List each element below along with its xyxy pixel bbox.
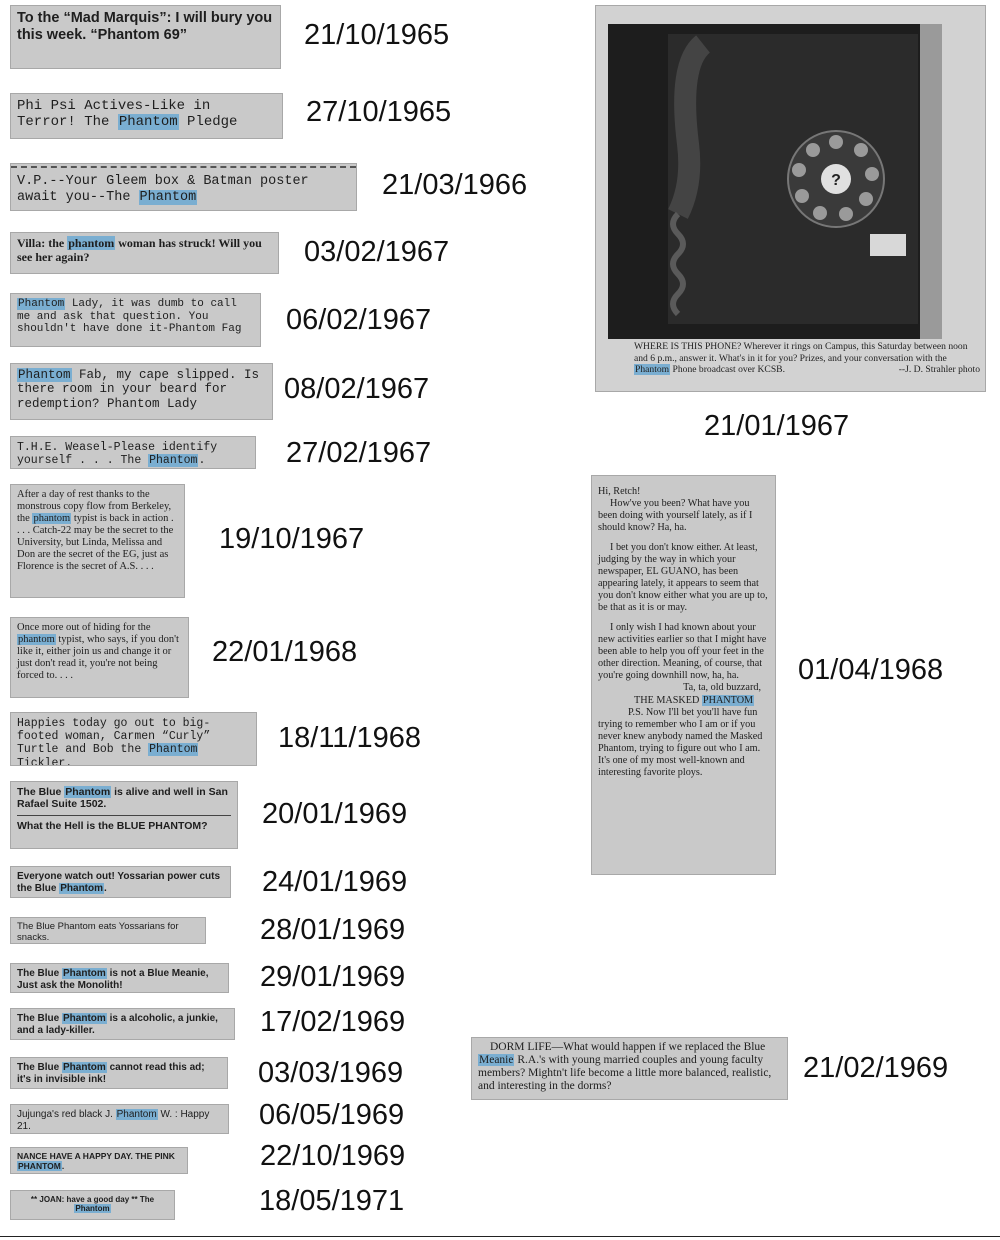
clipping-text: Tickler. — [17, 756, 73, 766]
clipping-text: V.P.--Your Gleem box & Batman poster await you--The — [17, 174, 309, 205]
clipping-text: . — [61, 1160, 65, 1171]
phantom-highlight: phantom — [18, 633, 55, 645]
clipping-3 — [10, 163, 357, 211]
letter-paragraph: How've you been? What have you been doing with yourself lately, as if I should know? Ha, ha. — [598, 498, 753, 534]
phantom-highlight: Phantom — [635, 364, 670, 375]
clipping-text: Everyone watch out! Yossarian power cuts the Blue — [17, 871, 221, 894]
phantom-highlight: PHANTOM — [18, 1160, 61, 1171]
clipping-text: The Blue — [17, 1013, 63, 1024]
clipping-15 — [10, 1008, 235, 1040]
clipping-13 — [10, 917, 206, 944]
clipping-10-date: 18/11/1968 — [278, 722, 421, 754]
clipping-7-date: 27/02/1967 — [286, 437, 432, 469]
clipping-6-date: 08/02/1967 — [284, 373, 430, 405]
clipping-5-date: 06/02/1967 — [286, 304, 432, 336]
clipping-8-date: 19/10/1967 — [219, 523, 365, 555]
clipping-text: is a alcoholic, a junkie, and a lady-killer. — [17, 1013, 218, 1036]
clipping-9 — [10, 617, 189, 698]
clipping-text: Once more out of hiding for the — [17, 622, 151, 633]
divider — [17, 815, 231, 816]
phantom-highlight: phantom — [33, 512, 71, 524]
clipping-12-date: 24/01/1969 — [262, 866, 408, 898]
meanie-highlight: Meanie — [479, 1054, 514, 1067]
clipping-17-date: 06/05/1969 — [259, 1099, 405, 1131]
clipping-5 — [10, 293, 261, 347]
letter-paragraph: I only wish I had known about your new activities earlier so that I might have been able to help you off your feet in the other direction. Meaning, of course, that you're going downhill now, ha, ha. — [598, 622, 767, 682]
clipping-14-date: 29/01/1969 — [260, 961, 406, 993]
dashed-rule — [11, 166, 356, 168]
clipping-text: cannot read this ad; it's in invisible ink! — [17, 1062, 205, 1085]
clipping-11 — [10, 781, 238, 849]
dorm-life-date: 21/02/1969 — [803, 1052, 949, 1084]
clipping-text: typist, who says, if you don't like it, either join us and change it or just don't read it, you're not being forced to. . . . — [17, 633, 179, 681]
clipping-text: DORM LIFE—What would happen if we replaced the Blue — [490, 1041, 766, 1053]
clipping-text: Villa: the — [17, 236, 68, 250]
clipping-19-date: 18/05/1971 — [259, 1185, 405, 1217]
dial-label: ? — [831, 172, 841, 189]
clipping-text: Lady, it was dumb to call me and ask that question. You shouldn't have done it-Phantom Fag — [17, 298, 242, 336]
clipping-19 — [10, 1190, 175, 1220]
clipping-text: After a day of rest thanks to the monstrous copy flow from Berkeley, the — [17, 489, 172, 524]
phantom-highlight: Phantom — [65, 786, 111, 798]
phantom-highlight: Phantom — [116, 1109, 157, 1120]
clipping-4-date: 03/02/1967 — [304, 236, 450, 268]
letter-greeting: Hi, Retch! — [598, 486, 641, 497]
clipping-text: The Blue Phantom eats Yossarians for snacks. — [17, 921, 179, 943]
clipping-15-date: 17/02/1969 — [260, 1006, 406, 1038]
clipping-18-date: 22/10/1969 — [260, 1140, 406, 1172]
letter-signature — [598, 695, 769, 707]
clipping-text: ** JOAN: have a good day ** The — [30, 1195, 155, 1204]
letter-date: 01/04/1968 — [798, 654, 944, 686]
clipping-4 — [10, 232, 279, 274]
clipping-7 — [10, 436, 256, 469]
telephone-icon — [608, 24, 942, 339]
letter-closing: Ta, ta, old buzzard, — [683, 682, 761, 694]
clipping-13-date: 28/01/1969 — [260, 914, 406, 946]
phantom-highlight: Phantom — [18, 368, 71, 382]
bottom-rule — [0, 1236, 1000, 1237]
phantom-highlight: Phantom — [139, 189, 197, 205]
caption-text: Phone broadcast over KCSB. — [670, 364, 785, 375]
dorm-life-clipping — [471, 1037, 788, 1100]
clipping-11-date: 20/01/1969 — [262, 798, 408, 830]
clipping-text: is alive and well in San Rafael Suite 1502. — [17, 786, 228, 811]
clipping-6 — [10, 363, 273, 420]
phone-photo — [608, 24, 942, 339]
clipping-1-date: 21/10/1965 — [304, 19, 450, 51]
clipping-text: Happies today go out to big-footed woman, Carmen “Curly” Turtle and Bob the — [17, 717, 211, 757]
clipping-text: The Blue — [17, 968, 63, 979]
clipping-text: W. : Happy 21. — [17, 1109, 210, 1132]
phantom-highlight: Phantom — [149, 743, 198, 757]
phantom-highlight: Phantom — [18, 298, 65, 310]
phantom-highlight: Phantom — [75, 1204, 110, 1214]
clipping-2 — [10, 93, 283, 139]
clipping-text: The Blue — [17, 786, 65, 798]
clipping-text: R.A.'s with young married couples and young faculty members? Mightn't life become a little more balanced, realistic, and interesting in the dorms? — [478, 1054, 772, 1093]
phone-photo-clipping — [595, 5, 986, 392]
clipping-8 — [10, 484, 185, 598]
clipping-text: To the “Mad Marquis”: I will bury you this week. “Phantom 69” — [17, 10, 273, 43]
caption-text: WHERE IS THIS PHONE? Wherever it rings on Campus, this Saturday between noon and 6 p.m., answer it. What's in it for you? Prizes, and your conversation with the — [634, 341, 968, 364]
clipping-16-date: 03/03/1969 — [258, 1057, 404, 1089]
phantom-highlight: Phantom — [60, 882, 104, 894]
phantom-highlight: Phantom — [63, 968, 106, 979]
clipping-18 — [10, 1147, 188, 1174]
phantom-highlight: Phantom — [63, 1062, 106, 1073]
clipping-17 — [10, 1104, 229, 1134]
clipping-16 — [10, 1057, 228, 1089]
phantom-highlight: phantom — [68, 236, 115, 250]
photo-credit: --J. D. Strahler photo — [898, 364, 980, 375]
clipping-text: Fab, my cape slipped. Is there room in your beard for redemption? Phantom Lady — [17, 368, 260, 411]
clipping-1 — [10, 5, 281, 69]
letter-clipping — [591, 475, 776, 875]
clipping-text: Jujunga's red black J. — [17, 1109, 116, 1120]
signature-text: THE MASKED — [634, 694, 702, 706]
clipping-text: T.H.E. Weasel-Please identify yourself . . . The — [17, 441, 218, 468]
clipping-12 — [10, 866, 231, 898]
clipping-14 — [10, 963, 229, 993]
clipping-9-date: 22/01/1968 — [212, 636, 358, 668]
photo-date: 21/01/1967 — [704, 410, 850, 442]
clipping-text: What the Hell is the BLUE PHANTOM? — [17, 820, 208, 833]
clipping-text: . — [198, 454, 206, 468]
clipping-text: . — [104, 882, 107, 894]
clipping-text: Phi Psi Actives-Like in Terror! The — [17, 98, 211, 131]
phantom-highlight: PHANTOM — [702, 694, 754, 706]
photo-caption — [634, 341, 980, 376]
phantom-highlight: Phantom — [63, 1013, 106, 1024]
clipping-text: woman has struck! Will you see her again? — [17, 236, 262, 264]
letter-paragraph: I bet you don't know either. At least, judging by the way in which your newspaper, EL GUANO, has been appearing lately, it appears to seem that you don't know either what you are up to, be that as it is or may. — [598, 542, 768, 614]
clipping-text: typist is back in action . . . . Catch-22 may be the secret to the University, but Linda, Melissa and Don are the secret of the EG, just as Florence is the secret of A.S. . . . — [17, 512, 174, 572]
clipping-text: Pledge — [178, 114, 238, 131]
clipping-2-date: 27/10/1965 — [306, 96, 452, 128]
phantom-highlight: Phantom — [118, 114, 178, 131]
phantom-highlight: Phantom — [149, 454, 198, 468]
clipping-text: is not a Blue Meanie, Just ask the Monolith! — [17, 968, 209, 991]
clipping-text: NANCE HAVE A HAPPY DAY. THE PINK — [17, 1151, 175, 1161]
clipping-10 — [10, 712, 257, 766]
letter-postscript: P.S. Now I'll bet you'll have fun trying to remember who I am or if you never knew anybody named the Masked Phantom, trying to figure out who I am. It's one of my most well-known and interesting favorite ploys. — [598, 706, 763, 778]
clipping-3-date: 21/03/1966 — [382, 169, 528, 201]
clipping-text: The Blue — [17, 1062, 63, 1073]
